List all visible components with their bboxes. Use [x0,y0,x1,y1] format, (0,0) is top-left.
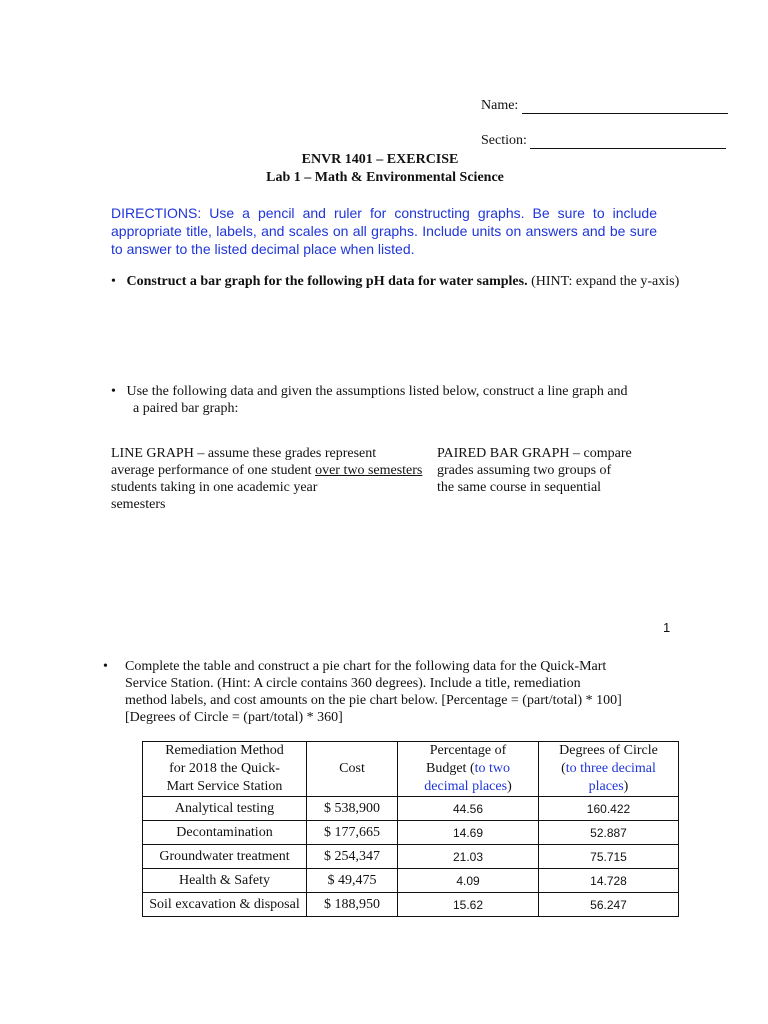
table-row [143,869,679,893]
table-row [143,893,679,917]
table-row [143,821,679,845]
bullet3-l1: Complete the table and construct a pie chart for the following data for the Quick-Mart [125,659,607,674]
bullet2-line1: Use the following data and given the assumptions listed below, construct a line graph and [126,384,628,399]
cell-degrees[interactable]: 56.247 [539,893,679,917]
paired-bar-l1: PAIRED BAR GRAPH – compare [437,446,632,461]
table-row [143,845,679,869]
page-number: 1 [663,620,671,635]
paired-bar-l2: grades assuming two groups of [437,463,612,478]
bullet-pie-chart [103,658,663,726]
line-graph-l4: semesters [111,497,166,512]
line-graph-l1: LINE GRAPH – assume these grades represent [111,446,377,461]
cell-method: Analytical testing [143,797,307,821]
cell-percentage[interactable]: 15.62 [398,893,539,917]
section-blank[interactable] [530,134,726,149]
cell-percentage[interactable]: 14.69 [398,821,539,845]
bullet2-line2: a paired bar graph: [133,401,239,416]
name-field-row [481,98,728,114]
bullet-icon: • [103,659,108,674]
cell-cost: $ 254,347 [307,845,398,869]
table-header-row [143,742,679,797]
header-degrees: Degrees of Circle (to three decimal places) [539,742,679,797]
cell-percentage[interactable]: 44.56 [398,797,539,821]
course-title: ENVR 1401 – EXERCISE [301,152,459,167]
directions-text: DIRECTIONS: Use a pencil and ruler for constructing graphs. Be sure to include appropriate title, labels, and scales on all graphs. Include units on answers and be sure to answer to the listed decimal place when listed. [111,205,657,257]
bullet3-l2: Service Station. (Hint: A circle contains 360 degrees). Include a title, remediation [125,676,581,691]
lab-title: Lab 1 – Math & Environmental Science [266,170,504,185]
header-cost: Cost [307,742,398,797]
cell-degrees[interactable]: 14.728 [539,869,679,893]
underlined-phrase: over two semesters [315,463,423,478]
cell-degrees[interactable]: 75.715 [539,845,679,869]
cell-percentage[interactable]: 21.03 [398,845,539,869]
table-row [143,797,679,821]
paired-bar-description [437,445,657,496]
section-label: Section: [481,133,527,148]
header-percentage: Percentage of Budget (to two decimal places) [398,742,539,797]
cell-method: Groundwater treatment [143,845,307,869]
line-graph-l3: students taking in one academic year [111,480,318,495]
name-blank[interactable] [522,99,728,114]
bullet3-l3: method labels, and cost amounts on the pie chart below. [Percentage = (part/total) * 100] [125,693,622,708]
cell-percentage[interactable]: 4.09 [398,869,539,893]
header-method: Remediation Method for 2018 the Quick- Mart Service Station [143,742,307,797]
cell-degrees[interactable]: 52.887 [539,821,679,845]
paired-bar-l3: the same course in sequential [437,480,602,495]
bar-graph-instruction: Construct a bar graph for the following pH data for water samples. [126,274,528,289]
bullet-bar-graph [111,274,711,290]
bar-graph-hint: (HINT: expand the y-axis) [527,274,680,289]
remediation-cost-table [142,741,679,917]
name-label: Name: [481,98,519,113]
cell-cost: $ 49,475 [307,869,398,893]
cell-degrees[interactable]: 160.422 [539,797,679,821]
cell-cost: $ 188,950 [307,893,398,917]
cell-method: Soil excavation & disposal [143,893,307,917]
bullet3-l4: [Degrees of Circle = (part/total) * 360] [125,710,343,725]
bullet-icon: • [111,274,116,289]
bullet-icon: • [111,384,116,399]
cell-cost: $ 538,900 [307,797,398,821]
section-field-row [481,133,726,149]
line-graph-l2: average performance of one student over two semesters [111,463,423,478]
bullet-line-graph [111,383,671,417]
cell-method: Decontamination [143,821,307,845]
line-graph-description [111,445,431,513]
cell-cost: $ 177,665 [307,821,398,845]
cell-method: Health & Safety [143,869,307,893]
